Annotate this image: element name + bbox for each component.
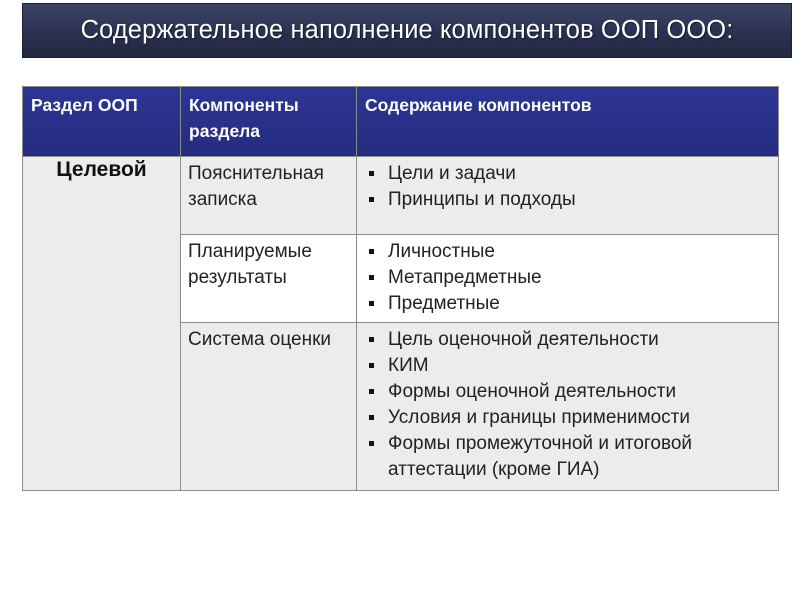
- content-cell: [357, 157, 779, 235]
- section-cell: Целевой: [23, 157, 181, 491]
- header-content: Содержание компонентов: [357, 87, 779, 157]
- header-components: Компоненты раздела: [181, 87, 357, 157]
- table-header-row: [23, 87, 779, 157]
- content-list: [364, 239, 772, 317]
- content-list-item: Личностные: [364, 239, 772, 265]
- slide-title: Содержательное наполнение компонентов ООП ООО:: [80, 16, 734, 44]
- content-cell: [357, 323, 779, 491]
- content-list: [364, 161, 772, 213]
- content-cell: [357, 235, 779, 323]
- table-row: [23, 157, 779, 235]
- component-cell: [181, 323, 357, 491]
- slide-title-bar: [22, 3, 792, 58]
- content-list: [364, 327, 772, 483]
- content-list-item: Метапредметные: [364, 265, 772, 291]
- content-list-item: Цель оценочной деятельности: [364, 327, 772, 353]
- content-list-item: Условия и границы применимости: [364, 405, 772, 431]
- component-cell: [181, 235, 357, 323]
- component-label: Система оценки: [188, 329, 332, 350]
- content-list-item: Цели и задачи: [364, 161, 772, 187]
- content-list-item: Предметные: [364, 291, 772, 317]
- component-cell: [181, 157, 357, 235]
- header-section: Раздел ООП: [23, 87, 181, 157]
- content-list-item: КИМ: [364, 353, 772, 379]
- component-label: Пояснительная записка: [188, 163, 324, 210]
- components-table: [22, 86, 779, 491]
- content-list-item: Принципы и подходы: [364, 187, 772, 213]
- content-list-item: Формы оценочной деятельности: [364, 379, 772, 405]
- content-list-item: Формы промежуточной и итоговой аттестации (кроме ГИА): [364, 431, 772, 483]
- component-label: Планируемые результаты: [188, 241, 312, 288]
